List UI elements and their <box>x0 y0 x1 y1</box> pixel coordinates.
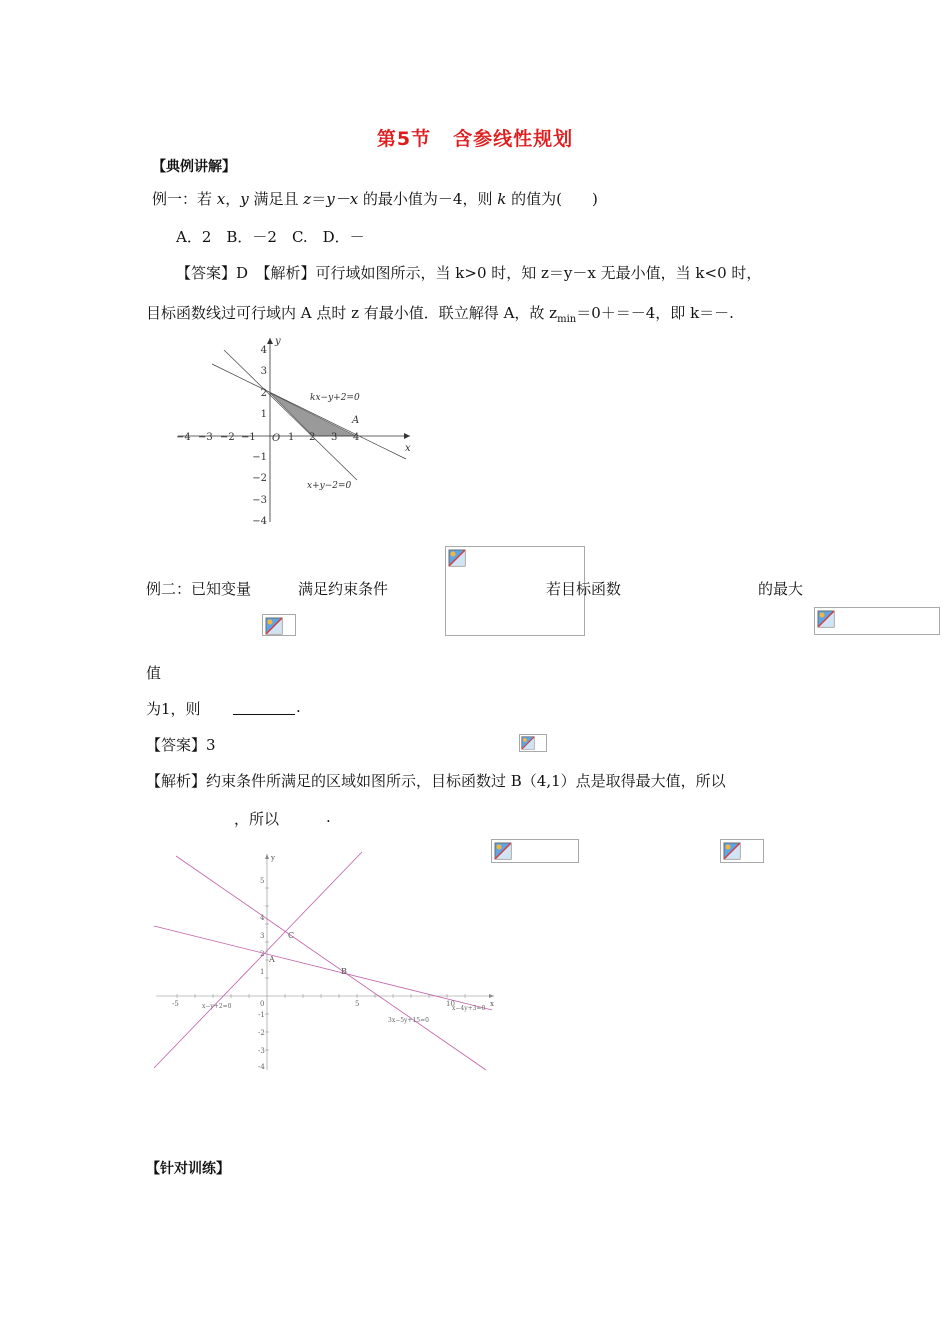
example1-question <box>152 188 598 209</box>
broken-image-icon <box>723 842 741 860</box>
x-tick-label: 5 <box>355 1000 360 1008</box>
origin-label: O <box>272 433 281 444</box>
example2-text-f: 为1，则 <box>146 700 201 718</box>
example2-text-b: 满足约束条件 <box>298 580 389 598</box>
section-name: 含参线性规划 <box>453 128 574 150</box>
point-a-label: A <box>352 415 360 426</box>
var-y: y <box>240 190 249 208</box>
heading-examples: 【典例讲解】 <box>152 159 236 175</box>
figure1-graph <box>172 334 422 526</box>
y-axis-arrow <box>267 338 273 344</box>
x-tick-label: −3 <box>198 432 213 443</box>
y-axis-label: y <box>271 854 275 862</box>
broken-image-icon <box>448 549 466 567</box>
line1-label: kx−y+2=0 <box>310 393 360 403</box>
var-x: x <box>216 190 226 208</box>
y-tick-label: 4 <box>260 345 267 356</box>
line-label: 3x−5y+15=0 <box>388 1017 429 1024</box>
x-axis-arrow <box>489 994 494 998</box>
example1-text-b: 满足且 <box>248 190 304 208</box>
section-number: 第5节 <box>376 128 432 150</box>
point-c-label: C <box>288 931 295 940</box>
x-tick-label: 1 <box>288 432 295 443</box>
line-label: x−4y+3=0 <box>452 1005 486 1012</box>
example2-text-g: . <box>296 698 301 716</box>
y-tick-label: 3 <box>260 932 265 940</box>
y-tick-label: 2 <box>260 388 267 399</box>
eq: ＝ <box>311 190 327 208</box>
y-tick-label: 5 <box>260 877 265 885</box>
example1-analysis-line <box>146 302 734 325</box>
y-tick-label: -1 <box>258 1011 265 1019</box>
heading-practice: 【针对训练】 <box>146 1161 230 1177</box>
y-tick-label: 3 <box>260 366 267 377</box>
example1-text-d: 的值为( ) <box>506 190 598 208</box>
broken-image-solve <box>491 839 579 863</box>
y-tick-label: −3 <box>252 495 267 506</box>
example1-text-c: 的最小值为－4，则 <box>358 190 498 208</box>
y-tick-label: 1 <box>260 409 267 420</box>
page-title <box>0 124 950 151</box>
y-tick-label: −4 <box>252 516 267 526</box>
example2-text-c: 若目标函数 <box>546 580 622 598</box>
broken-image-icon <box>265 617 283 635</box>
y-tick-label: -4 <box>258 1063 265 1071</box>
y-tick-label: 1 <box>260 968 265 976</box>
figure2-graph <box>150 850 500 1072</box>
x-tick-label: 3 <box>331 432 338 443</box>
example2-text-d: 的最大 <box>758 580 804 598</box>
line-label: x−y+2=0 <box>202 1003 232 1010</box>
x-tick-label: −2 <box>220 432 235 443</box>
x-axis-label: x <box>490 1000 494 1008</box>
line-x-plus-y <box>224 350 360 480</box>
example1-options: A．2 B．－2 C. D．－ <box>176 228 365 246</box>
x-tick-label: 10 <box>446 1000 455 1008</box>
var-k: k <box>497 190 507 208</box>
line-3x-minus-5y <box>176 856 486 1070</box>
expr-z: z <box>303 190 312 208</box>
answer-blank <box>233 700 295 715</box>
answer2-tail-b: . <box>326 808 331 826</box>
y-axis-arrow <box>265 854 269 859</box>
x-tick-label: 4 <box>353 432 360 443</box>
point-b-label: B <box>341 967 347 976</box>
x-tick-label: -5 <box>172 1000 179 1008</box>
y-tick-label: -3 <box>258 1047 265 1055</box>
x-axis-arrow <box>404 433 410 439</box>
example2-text-e: 值 <box>146 664 162 682</box>
analysis-text: 目标函数线过可行域内 A 点时 z 有最小值．联立解得 A，故 z <box>146 304 558 322</box>
example1-text-a: 例一：若 <box>152 190 217 208</box>
sep: ， <box>225 190 241 208</box>
y-tick-label: -2 <box>258 1029 265 1037</box>
line2-label: x+y−2=0 <box>307 481 352 491</box>
line-kx-minus-y <box>212 364 406 459</box>
expr-rhs: y－x <box>326 190 359 208</box>
answer2-tail-a: ，所以 <box>234 810 280 828</box>
figure2-tick-labels <box>172 877 455 1071</box>
broken-image-objective <box>814 607 940 635</box>
y-tick-label: −1 <box>252 452 267 463</box>
x-tick-label: 2 <box>309 432 316 443</box>
x-tick-label: −4 <box>176 432 191 443</box>
broken-image-vars <box>262 614 296 636</box>
x-tick-label: 0 <box>260 1000 265 1008</box>
y-tick-label: 4 <box>260 914 265 922</box>
broken-image-k <box>519 734 547 752</box>
y-axis-label: y <box>275 336 281 347</box>
line-x-minus-4y <box>154 926 492 1010</box>
example2-text-a: 例二：已知变量 <box>146 580 252 598</box>
y-tick-label: 2 <box>260 950 265 958</box>
broken-image-icon <box>817 610 835 628</box>
y-tick-label: −2 <box>252 473 267 484</box>
sub-min: min <box>557 314 577 325</box>
broken-image-icon <box>521 736 535 750</box>
point-a-label: A <box>269 955 275 964</box>
x-tick-labels <box>176 432 359 443</box>
x-axis-label: x <box>405 443 411 454</box>
x-tick-label: −1 <box>241 432 256 443</box>
answer2-analysis: 【解析】约束条件所满足的区域如图所示，目标函数过 B（4,1）点是取得最大值，所以 <box>146 772 726 790</box>
broken-image-result <box>720 839 764 863</box>
answer2-answer: 【答案】3 <box>146 736 216 754</box>
analysis-tail: ＝0＋＝－4，即 k＝－. <box>576 304 734 322</box>
example1-answer-line: 【答案】D 【解析】可行域如图所示，当 k>0 时，知 z＝y－x 无最小值，当 k<0 时， <box>176 264 762 282</box>
